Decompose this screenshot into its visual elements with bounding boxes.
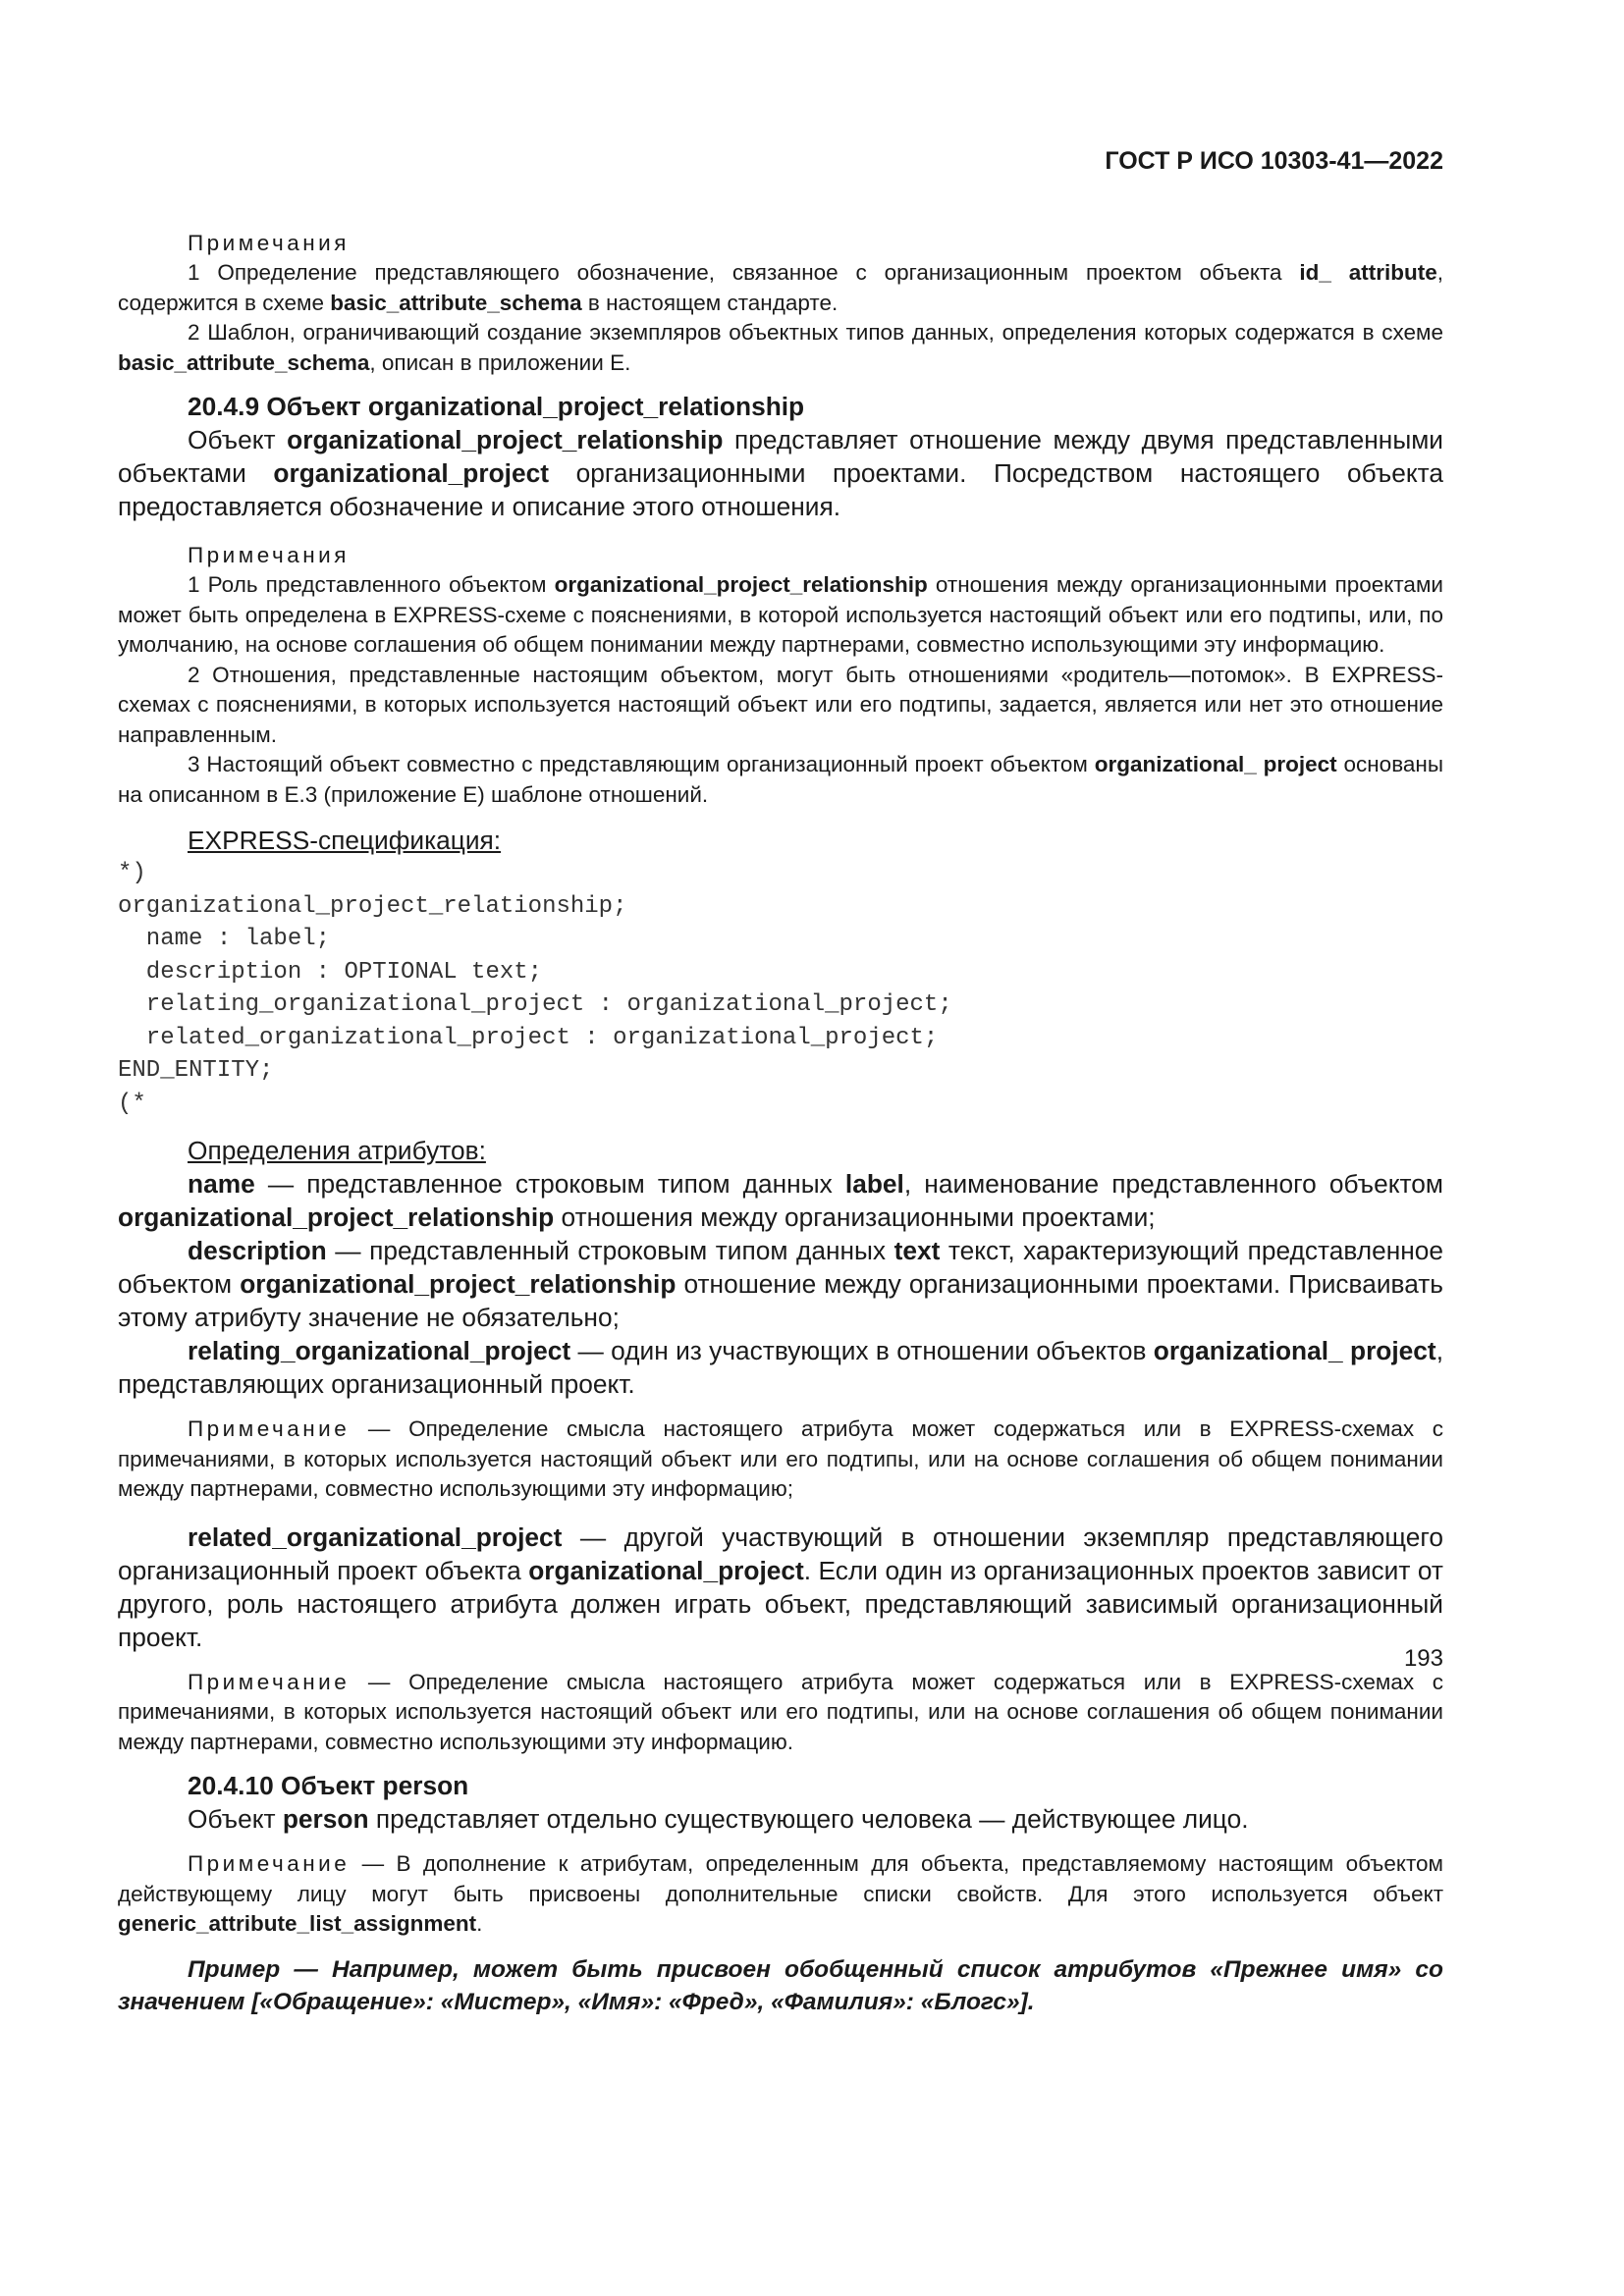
note-3: 3 Настоящий объект совместно с представляющим организационный проект объектом organizational_ project основаны на описанном в E.3 (приложение E) шаблоне отношений.: [118, 752, 1444, 807]
code-line: organizational_project_relationship;: [118, 892, 627, 920]
attr-name: name — представленное строковым типом данных label, наименование представленного объектом organizational_project_relationship отношения между организационными проектами;: [118, 1169, 1443, 1232]
attr-note: Примечание — Определение смысла настоящего атрибута может содержаться или в EXPRESS-схемах с примечаниями, в которых используется настоящий объект или его подтипы, или на основе соглашения об общем понимании между партнерами, совместно использующими эту информацию;: [118, 1416, 1443, 1501]
notes-label: Примечания: [188, 543, 350, 567]
attr-note: Примечание — Определение смысла настоящего атрибута может содержаться или в EXPRESS-схемах с примечаниями, в которых используется настоящий объект или его подтипы, или на основе соглашения об общем понимании между партнерами, совместно использующими эту информацию.: [118, 1669, 1443, 1754]
person-note: Примечание — В дополнение к атрибутам, определенным для объекта, представляемому настоящим объектом действующему лицу могут быть присвоены дополнительные списки свойств. Для этого используется объект generic_attribute_list_assignment.: [118, 1851, 1443, 1936]
code-line: related_organizational_project : organizational_project;: [118, 1024, 939, 1051]
section-heading: 20.4.9 Объект organizational_project_relationship: [188, 392, 805, 421]
page-number: 193: [1403, 1645, 1443, 1672]
section-intro: Объект organizational_project_relationship представляет отношение между двумя представленными объектами organizational_project организационными проектами. Посредством настоящего объекта предоставляется обозначение и описание этого отношения.: [118, 425, 1444, 521]
page-body: [118, 229, 1443, 2018]
code-line: name : label;: [118, 926, 331, 952]
attr-description: description — представленный строковым типом данных text текст, характеризующий представленное объектом organizational_project_relationship отношение между организационными проектами. Присваивать этому атрибуту значение не обязательно;: [118, 1236, 1443, 1332]
note-2: 2 Шаблон, ограничивающий создание экземпляров объектных типов данных, определения которых содержатся в схеме basic_attribute_schema, описан в приложении E.: [118, 320, 1443, 375]
code-line: END_ENTITY;: [118, 1057, 274, 1084]
attributes-label: Определения атрибутов:: [188, 1136, 486, 1165]
note-1: 1 Роль представленного объектом organizational_project_relationship отношения между организационными проектами может быть определена в EXPRESS-схеме с пояснениями, в которой используется настоящий объект или его подтипы, или, по умолчанию, на основе соглашения об общем понимании между партнерами, совместно использующими эту информацию.: [118, 572, 1443, 657]
section-intro: Объект person представляет отдельно существующего человека — действующее лицо.: [188, 1804, 1249, 1834]
example-text: Пример — Например, может быть присвоен обобщенный список атрибутов «Прежнее имя» со значением [«Обращение»: «Мистер», «Имя»: «Фред», «Фамилия»: «Блогс»].: [118, 1955, 1443, 2015]
attr-related: related_organizational_project — другой участвующий в отношении экземпляр представляющего организационный проект объекта organizational_project. Если один из организационных проектов зависит от другого, роль настоящего атрибута должен играть объект, представляющий зависимый организационный проект.: [118, 1522, 1443, 1652]
notes-label: Примечания: [188, 231, 350, 255]
note-2: 2 Отношения, представленные настоящим объектом, могут быть отношениями «родитель—потомок». В EXPRESS-схемах с пояснениями, в которых используется настоящий объект или его подтипы, задается, является или нет это отношение направленным.: [118, 662, 1443, 747]
document-header: ГОСТ Р ИСО 10303-41—2022: [1105, 147, 1443, 175]
code-line: relating_organizational_project : organizational_project;: [118, 991, 952, 1018]
attr-relating: relating_organizational_project — один из участвующих в отношении объектов organizational_ project, представляющих организационный проект.: [118, 1336, 1443, 1399]
code-line: *): [118, 860, 146, 886]
code-line: (*: [118, 1090, 146, 1117]
express-label: EXPRESS-спецификация:: [188, 826, 502, 855]
note-1: 1 Определение представляющего обозначение, связанное с организационным проектом объекта id_ attribute, содержится в схеме basic_attribute_schema в настоящем стандарте.: [118, 260, 1443, 315]
express-code: [118, 857, 1443, 1120]
section-heading: 20.4.10 Объект person: [188, 1771, 469, 1800]
code-line: description : OPTIONAL text;: [118, 958, 543, 986]
